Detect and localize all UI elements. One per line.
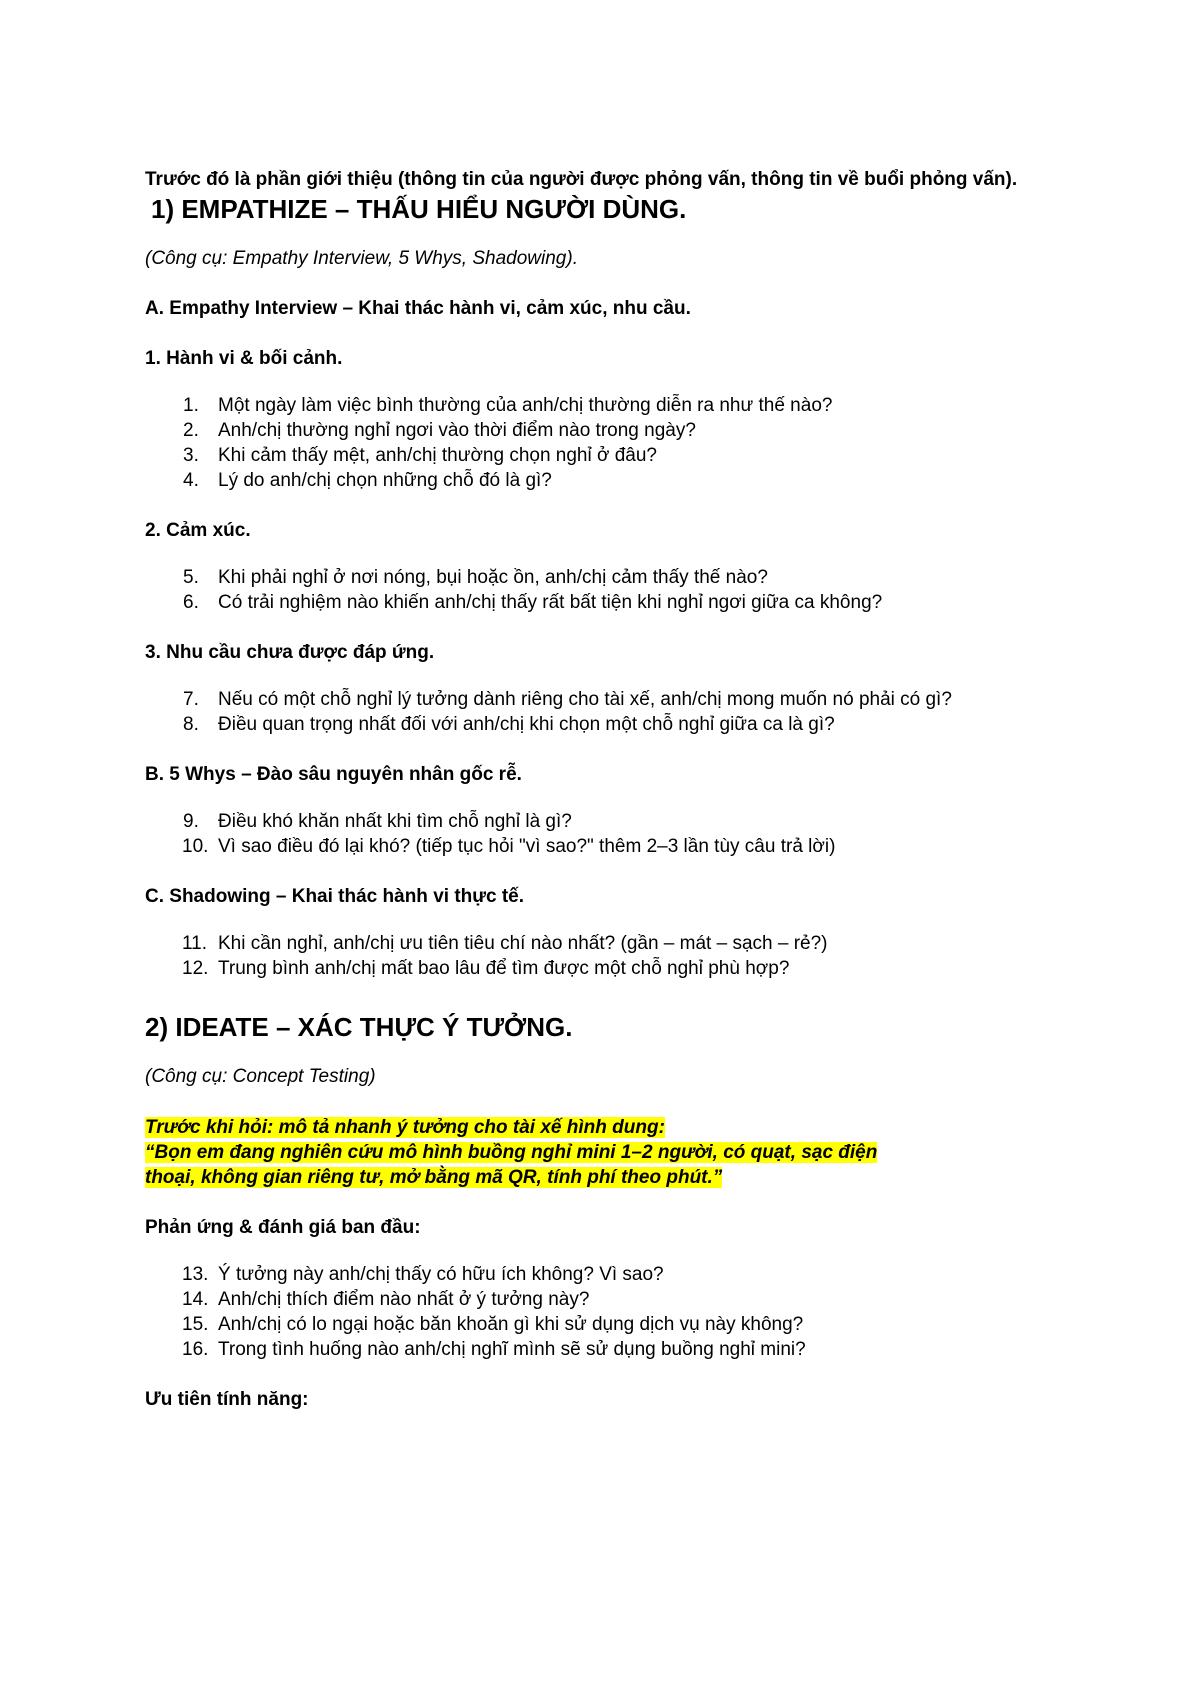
feature-priority-heading: Ưu tiên tính năng: [145, 1389, 309, 1410]
item-text: Anh/chị thường nghỉ ngơi vào thời điểm nào trong ngày? [218, 420, 696, 441]
document-page [145, 168, 1065, 1412]
group1-heading: 1. Hành vi & bối cảnh. [145, 348, 343, 369]
section2-tools: (Công cụ: Concept Testing) [145, 1066, 376, 1087]
item-number: 13. [182, 1264, 209, 1285]
item-text: Điều quan trọng nhất đối với anh/chị khi chọn một chỗ nghỉ giữa ca là gì? [218, 714, 835, 735]
item-number: 9. [183, 811, 199, 832]
list-item [145, 1312, 1065, 1337]
item-number: 12. [182, 958, 209, 979]
item-number: 4. [183, 470, 199, 491]
group2-question-list [145, 565, 1065, 615]
item-text: Ý tưởng này anh/chị thấy có hữu ích không? Vì sao? [218, 1264, 664, 1285]
intro-paragraph: Trước đó là phần giới thiệu (thông tin của người được phỏng vấn, thông tin về buổi phỏng vấn). [145, 169, 1018, 190]
section1-heading: 1) EMPATHIZE – THẤU HIỂU NGƯỜI DÙNG. [151, 194, 687, 224]
list-item [145, 1262, 1065, 1287]
item-number: 1. [183, 395, 199, 416]
item-text: Một ngày làm việc bình thường của anh/chị thường diễn ra như thế nào? [218, 395, 833, 416]
highlight-line: Trước khi hỏi: mô tả nhanh ý tưởng cho tài xế hình dung: [145, 1117, 665, 1138]
list-item [145, 393, 1065, 418]
item-number: 10. [182, 836, 209, 857]
list-item [145, 418, 1065, 443]
item-text: Vì sao điều đó lại khó? (tiếp tục hỏi "vì sao?" thêm 2–3 lần tùy câu trả lời) [218, 836, 836, 857]
list-item [145, 809, 1065, 834]
item-text: Trung bình anh/chị mất bao lâu để tìm được một chỗ nghỉ phù hợp? [218, 958, 790, 979]
item-number: 16. [182, 1339, 209, 1360]
item-text: Khi cần nghỉ, anh/chị ưu tiên tiêu chí nào nhất? (gần – mát – sạch – rẻ?) [218, 933, 828, 954]
list-item [145, 956, 1065, 981]
section2-heading: 2) IDEATE – XÁC THỰC Ý TƯỞNG. [145, 1012, 573, 1042]
item-number: 6. [183, 592, 199, 613]
reaction-heading: Phản ứng & đánh giá ban đầu: [145, 1217, 421, 1238]
list-item [145, 834, 1065, 859]
highlight-line: thoại, không gian riêng tư, mở bằng mã QR, tính phí theo phút.” [145, 1167, 723, 1188]
subsection-c-heading: C. Shadowing – Khai thác hành vi thực tế. [145, 886, 525, 907]
item-text: Có trải nghiệm nào khiến anh/chị thấy rất bất tiện khi nghỉ ngơi giữa ca không? [218, 592, 883, 613]
item-number: 15. [182, 1314, 209, 1335]
item-text: Nếu có một chỗ nghỉ lý tưởng dành riêng cho tài xế, anh/chị mong muốn nó phải có gì? [218, 689, 952, 710]
shadowing-question-list [145, 931, 1065, 981]
concept-description-highlight [145, 1115, 1065, 1190]
item-text: Khi phải nghỉ ở nơi nóng, bụi hoặc ồn, anh/chị cảm thấy thế nào? [218, 567, 768, 588]
item-number: 11. [182, 933, 208, 954]
highlight-line: “Bọn em đang nghiên cứu mô hình buồng nghỉ mini 1–2 người, có quạt, sạc điện [145, 1142, 878, 1163]
list-item [145, 443, 1065, 468]
item-number: 2. [183, 420, 199, 441]
list-item [145, 1287, 1065, 1312]
item-number: 14. [182, 1289, 209, 1310]
subsection-a-heading: A. Empathy Interview – Khai thác hành vi, cảm xúc, nhu cầu. [145, 298, 691, 319]
group1-question-list [145, 393, 1065, 493]
item-text: Lý do anh/chị chọn những chỗ đó là gì? [218, 470, 552, 491]
item-number: 7. [183, 689, 199, 710]
item-text: Trong tình huống nào anh/chị nghĩ mình sẽ sử dụng buồng nghỉ mini? [218, 1339, 806, 1360]
group3-heading: 3. Nhu cầu chưa được đáp ứng. [145, 642, 435, 663]
five-whys-question-list [145, 809, 1065, 859]
item-text: Điều khó khăn nhất khi tìm chỗ nghỉ là gì? [218, 811, 572, 832]
list-item [145, 1337, 1065, 1362]
list-item [145, 468, 1065, 493]
list-item [145, 687, 1065, 712]
item-number: 5. [183, 567, 199, 588]
item-text: Anh/chị có lo ngại hoặc băn khoăn gì khi sử dụng dịch vụ này không? [218, 1314, 804, 1335]
section1-tools: (Công cụ: Empathy Interview, 5 Whys, Shadowing). [145, 248, 578, 269]
reaction-question-list [145, 1262, 1065, 1362]
list-item [145, 565, 1065, 590]
item-number: 8. [183, 714, 199, 735]
list-item [145, 712, 1065, 737]
list-item [145, 931, 1065, 956]
item-number: 3. [183, 445, 199, 466]
subsection-b-heading: B. 5 Whys – Đào sâu nguyên nhân gốc rễ. [145, 764, 522, 785]
group3-question-list [145, 687, 1065, 737]
list-item [145, 590, 1065, 615]
item-text: Anh/chị thích điểm nào nhất ở ý tưởng này? [218, 1289, 590, 1310]
group2-heading: 2. Cảm xúc. [145, 520, 251, 541]
item-text: Khi cảm thấy mệt, anh/chị thường chọn nghỉ ở đâu? [218, 445, 658, 466]
